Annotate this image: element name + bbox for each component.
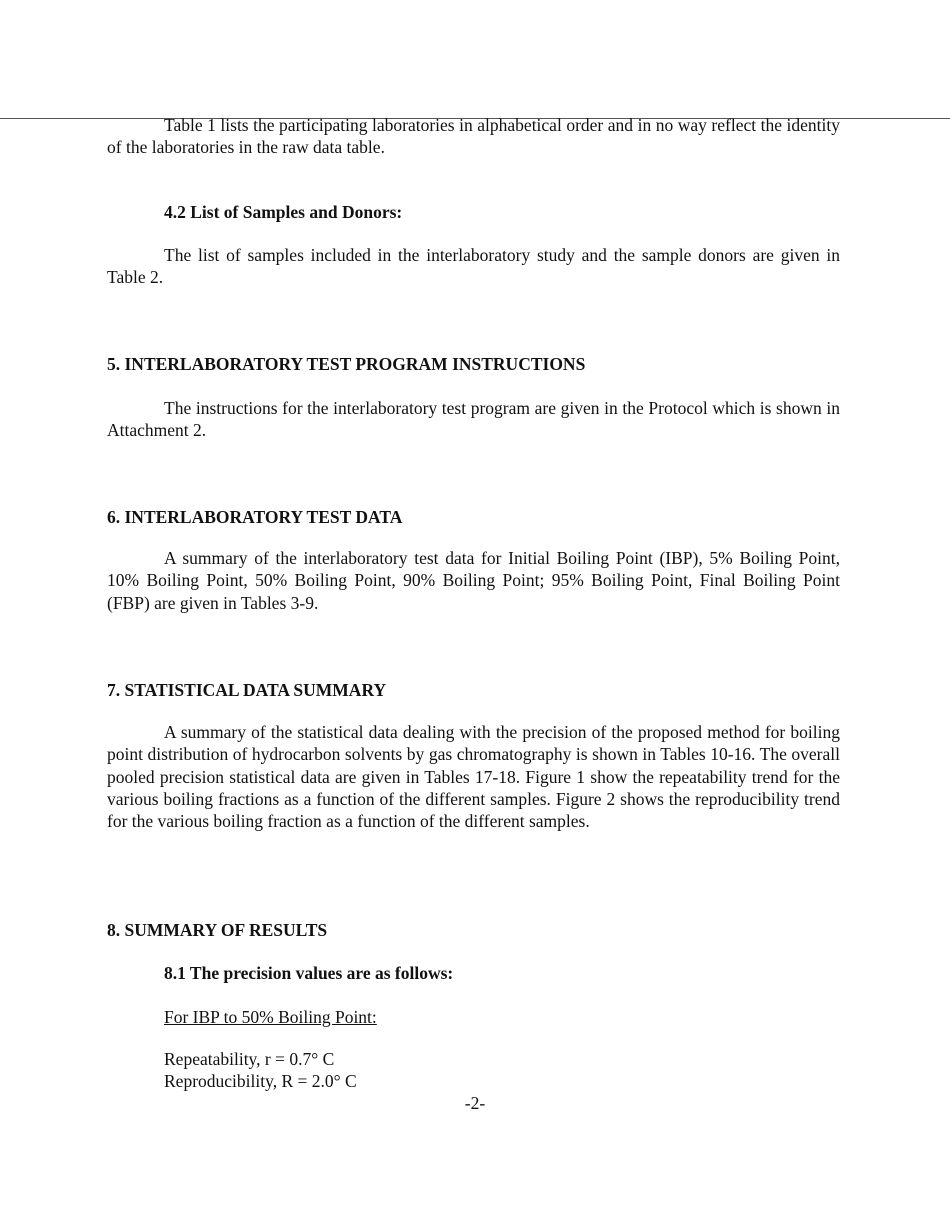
section-6-paragraph: A summary of the interlaboratory test data for Initial Boiling Point (IBP), 5% Boiling Point, 10% Boiling Point, 50% Boiling Point, 90% Boiling Point; 95% Boiling Point, Final Boiling Point (FBP) are given in Tables 3-9.: [107, 548, 840, 613]
section-7: [107, 679, 840, 701]
section-5-heading: 5. INTERLABORATORY TEST PROGRAM INSTRUCTIONS: [107, 354, 586, 374]
section-4-2-paragraph: The list of samples included in the interlaboratory study and the sample donors are given in Table 2.: [107, 245, 840, 288]
section-7-paragraph: A summary of the statistical data dealing with the precision of the proposed method for boiling point distribution of hydrocarbon solvents by gas chromatography is shown in Tables 10-16. The overall pooled precision statistical data are given in Tables 17-18. Figure 1 show the repeatability trend for the various boiling fractions as a function of the different samples. Figure 2 shows the reproducibility trend for the various boiling fraction as a function of the different samples.: [107, 722, 840, 832]
section-6: [107, 506, 840, 528]
section-5: [107, 353, 840, 375]
repeatability-value: Repeatability, r = 0.7° C: [164, 1049, 335, 1069]
intro-paragraph: Table 1 lists the participating laboratories in alphabetical order and in no way reflect the identity of the laboratories in the raw data table.: [107, 115, 840, 158]
range-label-block: [107, 1006, 840, 1028]
section-8: [107, 919, 840, 941]
section-8-1-heading: 8.1 The precision values are as follows:: [164, 963, 454, 983]
page-number: -2-: [464, 1093, 486, 1113]
section-4-2-heading: 4.2 List of Samples and Donors:: [164, 202, 403, 222]
section-6-heading: 6. INTERLABORATORY TEST DATA: [107, 507, 403, 527]
section-8-heading: 8. SUMMARY OF RESULTS: [107, 920, 328, 940]
section-7-body: [107, 721, 840, 832]
reproducibility-value: Reproducibility, R = 2.0° C: [164, 1071, 357, 1092]
section-7-heading: 7. STATISTICAL DATA SUMMARY: [107, 680, 387, 700]
intro-section: [107, 114, 840, 159]
section-4-2-body: [107, 244, 840, 289]
section-5-paragraph: The instructions for the interlaboratory test program are given in the Protocol which is shown in Attachment 2.: [107, 398, 840, 441]
section-4-2: [107, 201, 840, 223]
section-5-body: [107, 397, 840, 442]
range-label: For IBP to 50% Boiling Point:: [164, 1007, 377, 1027]
section-6-body: [107, 547, 840, 614]
precision-values: [107, 1048, 840, 1093]
section-8-1: [107, 962, 840, 984]
